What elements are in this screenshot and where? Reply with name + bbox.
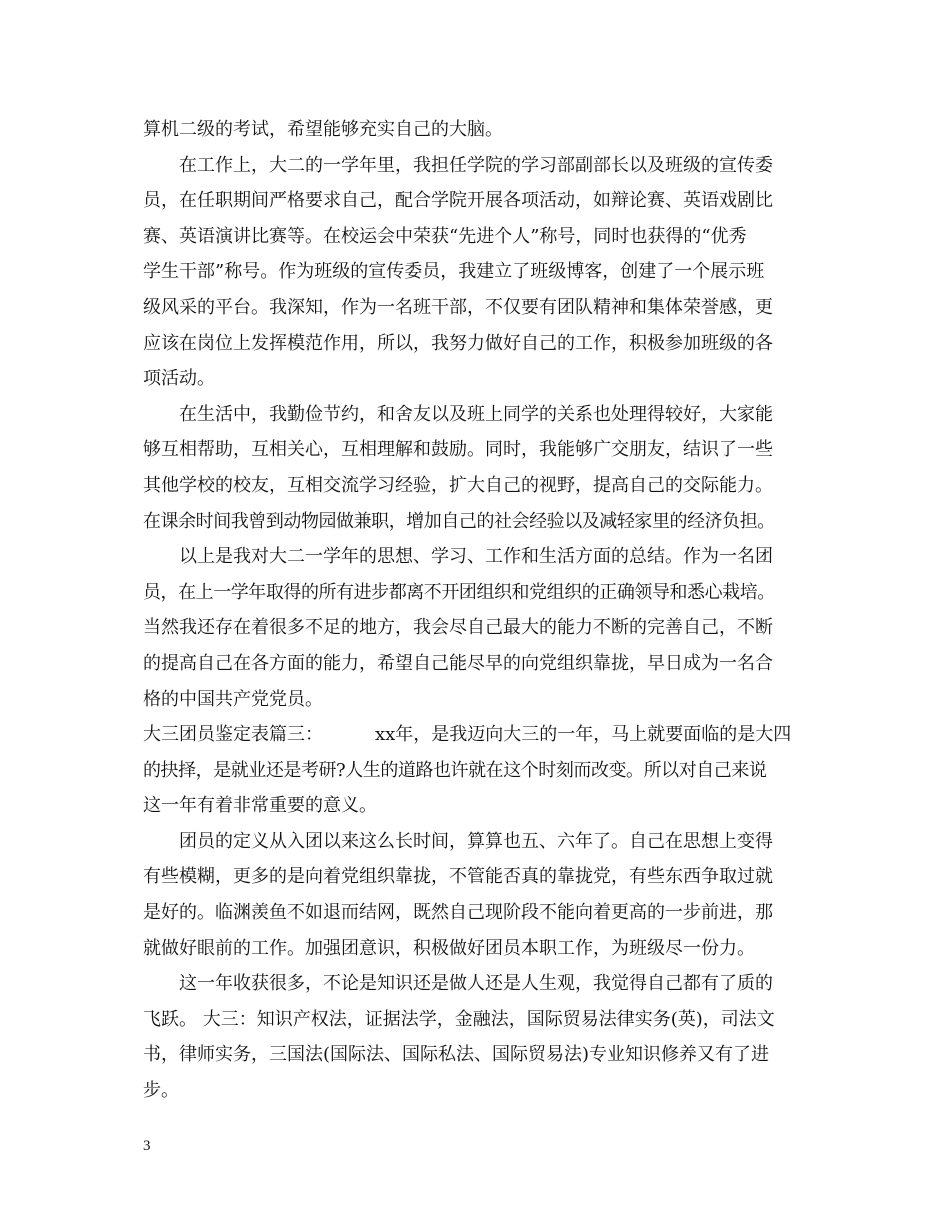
text-line: 级风采的平台。我深知，作为一名班干部，不仅要有团队精神和集体荣誉感，更 <box>143 296 773 318</box>
section-heading: 大三团员鉴定表篇三： <box>143 724 323 746</box>
text-line: 在课余时间我曾到动物园做兼职，增加自己的社会经验以及减轻家里的经济负担。 <box>143 510 775 532</box>
text-line: 这一年有着非常重要的意义。 <box>143 795 377 817</box>
paragraph-start-line: 团员的定义从入团以来这么长时间，算算也五、六年了。自己在思想上变得 <box>179 830 773 852</box>
text-line: 的抉择，是就业还是考研?人生的道路也许就在这个时刻而改变。所以对自己来说 <box>143 759 767 781</box>
paragraph-start-line: 这一年收获很多，不论是知识还是做人还是人生观，我觉得自己都有了质的 <box>179 973 773 995</box>
text-line: 步。 <box>143 1080 179 1102</box>
text-line: 其他学校的校友，互相交流学习经验，扩大自己的视野，提高自己的交际能力。 <box>143 474 773 496</box>
paragraph-start-line: 以上是我对大二一学年的思想、学习、工作和生活方面的总结。作为一名团 <box>179 546 773 568</box>
text-line: 够互相帮助，互相关心，互相理解和鼓励。同时，我能够广交朋友，结识了一些 <box>143 439 773 461</box>
text-line: 员，在任职期间严格要求自己，配合学院开展各项活动，如辩论赛、英语戏剧比 <box>143 190 773 212</box>
text-line: 算机二级的考试，希望能够充实自己的大脑。 <box>143 119 503 140</box>
text-line: 就做好眼前的工作。加强团意识，积极做好团员本职工作，为班级尽一份力。 <box>143 937 755 959</box>
text-line: 格的中国共产党党员。 <box>143 688 323 710</box>
section-heading-line <box>143 717 823 753</box>
paragraph-start-line: 在工作上，大二的一学年里，我担任学院的学习部副部长以及班级的宣传委 <box>179 154 773 176</box>
section-intro-text: xx年，是我迈向大三的一年，马上就要面临的是大四 <box>375 724 792 746</box>
paragraph-start-line: 在生活中，我勤俭节约，和舍友以及班上同学的关系也处理得较好，大家能 <box>179 403 773 425</box>
text-line: 飞跃。 大三：知识产权法，证据法学，金融法，国际贸易法律实务(英)，司法文 <box>143 1008 775 1030</box>
text-line: 应该在岗位上发挥模范作用，所以，我努力做好自己的工作，积极参加班级的各 <box>143 332 773 354</box>
text-line: 有些模糊，更多的是向着党组织靠拢，不管能否真的靠拢党，有些东西争取过就 <box>143 866 773 888</box>
text-line: 是好的。临渊羡鱼不如退而结网，既然自己现阶段不能向着更高的一步前进，那 <box>143 902 773 924</box>
text-line: 项活动。 <box>143 368 215 390</box>
text-line: 书，律师实务，三国法(国际法、国际私法、国际贸易法)专业知识修养又有了进 <box>143 1044 770 1066</box>
text-line: 的提高自己在各方面的能力，希望自己能尽早的向党组织靠拢，早日成为一名合 <box>143 652 773 674</box>
text-line: 学生干部”称号。作为班级的宣传委员，我建立了班级博客，创建了一个展示班 <box>143 261 765 283</box>
document-body <box>143 112 823 1109</box>
text-line: 当然我还存在着很多不足的地方，我会尽自己最大的能力不断的完善自己，不断 <box>143 617 773 639</box>
text-line: 赛、英语演讲比赛等。在校运会中荣获“先进个人”称号，同时也获得的“优秀 <box>143 225 747 247</box>
text-line: 员，在上一学年取得的所有进步都离不开团组织和党组织的正确领导和悉心栽培。 <box>143 581 775 603</box>
page-number: 3 <box>143 1138 151 1154</box>
